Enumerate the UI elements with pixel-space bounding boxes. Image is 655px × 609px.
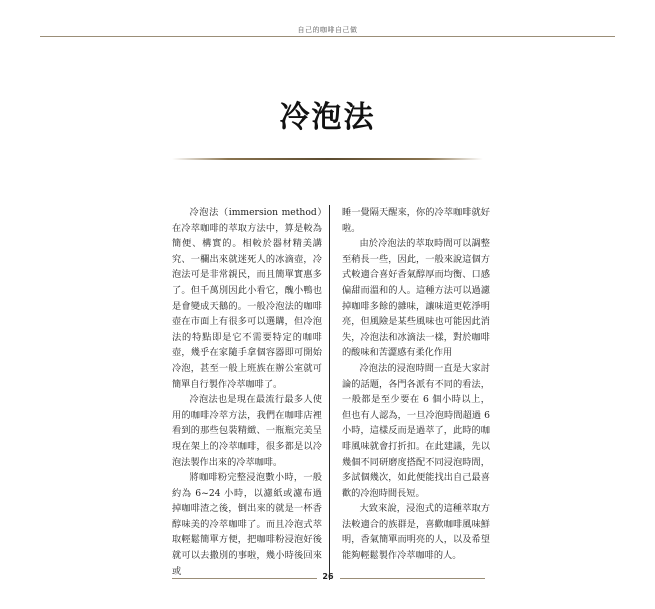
- paragraph: 將咖啡粉完整浸泡數小時，一般約為 6~24 小時，以濾紙或濾布過掉咖啡渣之後，倒出來的就是一杯香醇味美的冷萃咖啡了。而且冷泡式萃取輕鬆簡單方便，把咖啡粉浸泡好後就可以去撒別的事啦，幾小時後回來或: [172, 472, 322, 577]
- paragraph: 冷泡法的浸泡時間一直是大家討論的話題，各門各派有不同的看法，一般都是至少要在 6 個小時以上，但也有人認為，一旦冷泡時間超過 6 小時，這樣反而是過萃了，此時的咖啡風味就會打折扣。在此建議，先以幾個不同研磨度搭配不同浸泡時間，多試個幾次，如此便能找出自己最喜歡的冷泡時間長短。: [342, 362, 490, 499]
- column-divider: [329, 205, 330, 580]
- page-number: 26: [322, 572, 334, 581]
- right-column: [342, 205, 490, 564]
- footer-rule-left: [172, 578, 317, 579]
- running-header: 自己的咖啡自己做: [297, 26, 358, 34]
- paragraph: 由於冷泡法的萃取時間可以調整至稍長一些，因此，一般來說這個方式較適合喜好香氣醇厚而均衡、口感偏甜而溫和的人。這種方法可以過濾掉咖啡多餘的雜味，讓味道更乾淨明亮，但風險是某些風味也可能因此消失，冷泡法和冰滴法一樣，對於咖啡的酸味和苦澀感有柔化作用: [342, 238, 490, 359]
- title-underline: [172, 158, 483, 160]
- paragraph: 睡一覺隔天醒來，你的冷萃咖啡就好啦。: [342, 207, 490, 234]
- paragraph: 冷泡法也是現在最流行最多人使用的咖啡冷萃方法，我們在咖啡店裡看到的那些包裝精緻、一瓶瓶完美呈現在架上的冷萃咖啡，很多都是以冷泡法製作出來的冷萃咖啡。: [172, 394, 322, 468]
- left-column: [172, 205, 322, 579]
- footer-rule-right: [340, 578, 485, 579]
- header-rule: [40, 36, 615, 37]
- page-title: 冷泡法: [279, 100, 376, 135]
- paragraph: 大致來說，浸泡式的這種萃取方法較適合的族群是，喜歡咖啡風味鮮明，香氣簡單而明亮的人，以及希望能夠輕鬆製作冷萃咖啡的人。: [342, 503, 490, 562]
- paragraph: 冷泡法（immersion method）在冷萃咖啡的萃取方法中，算是較為簡便、構實的。相較於器材精美講究、一欄出來就迷死人的冰滴壺，冷泡法可是非常親民，而且簡單實惠多了。但千萬別因此小看它，醜小鴨也是會變成天鵝的。一般冷泡法的咖啡壺在市面上有很多可以選購，但冷泡法的特點即是它不需要特定的咖啡壺，幾乎在家隨手拿個容器即可開始冷泡，甚至一般上班族在辦公室就可簡單自行製作冷萃咖啡了。: [172, 207, 322, 390]
